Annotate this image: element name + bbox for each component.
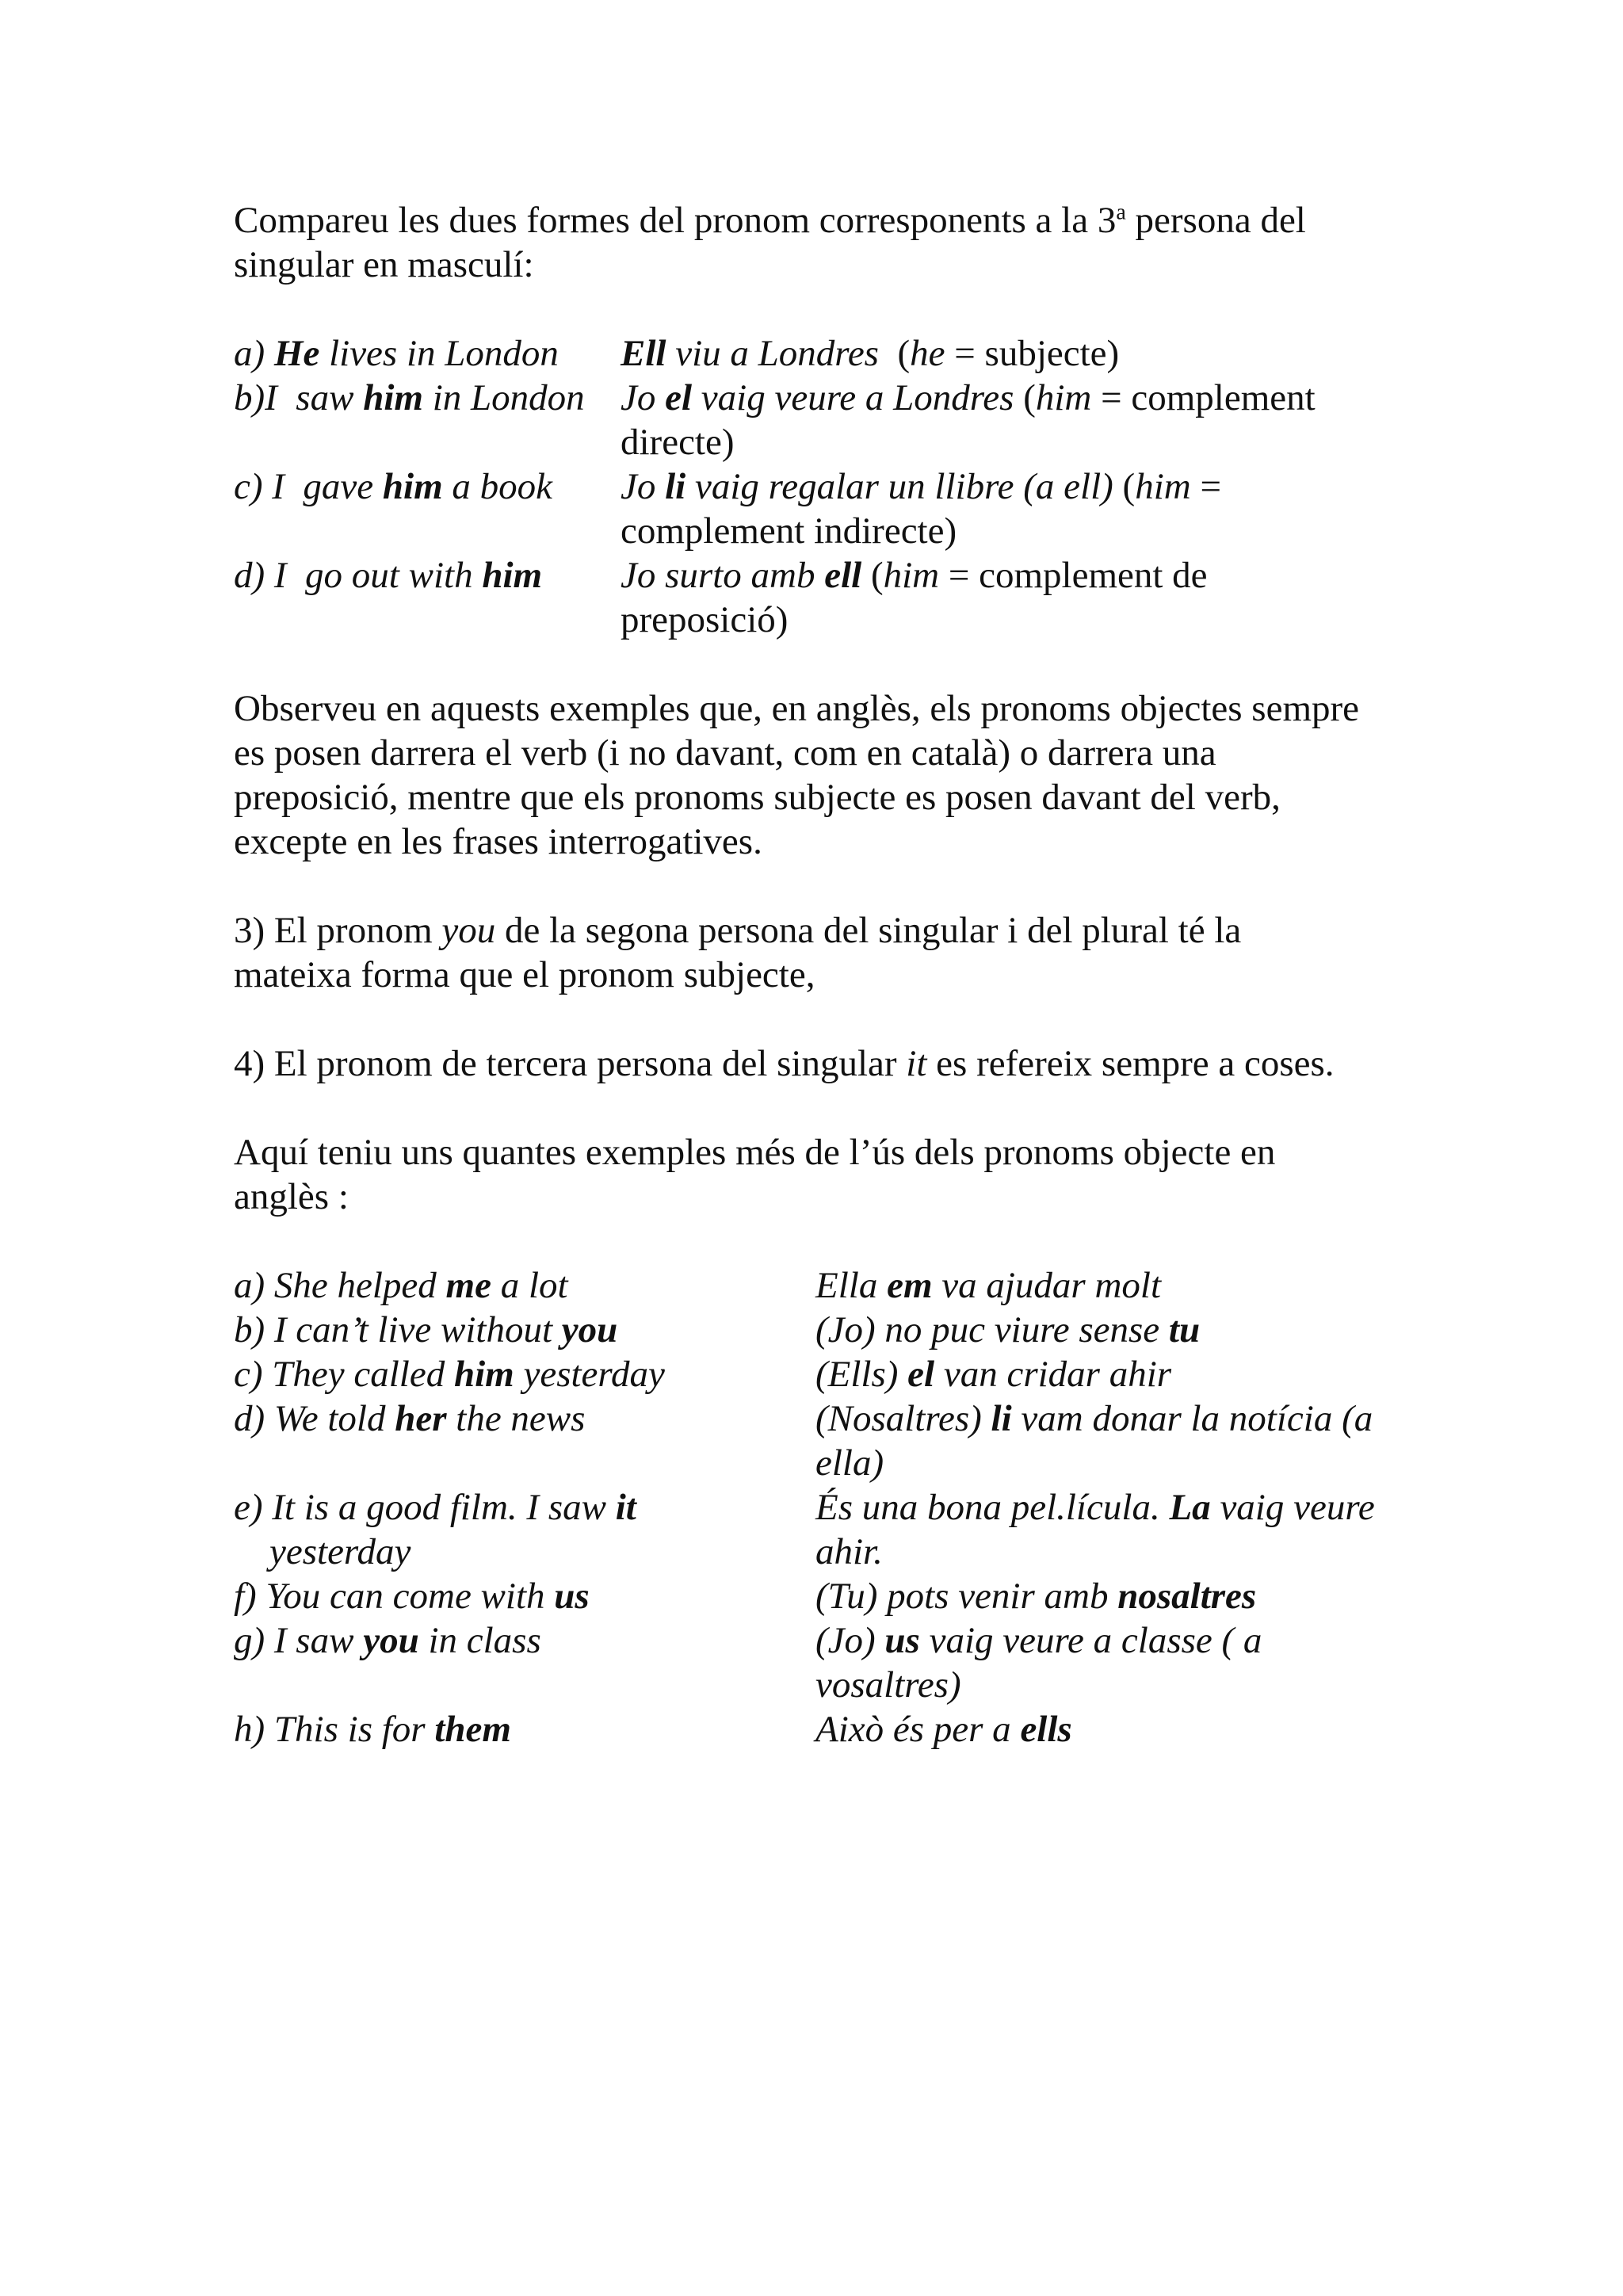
example-en-pronoun: you (363, 1620, 419, 1661)
example-ca-pronoun: li (991, 1398, 1012, 1439)
example-en-pronoun: them (434, 1709, 511, 1750)
compare-ca-pronoun: li (665, 466, 686, 507)
example-en-pronoun: you (561, 1309, 618, 1350)
compare-en-suffix: in London (422, 377, 585, 418)
example-en-pronoun: it (615, 1487, 636, 1528)
examples-intro-line-1: Aquí teniu uns quantes exemples més de l’ús dels pronoms objecte en (234, 1132, 1276, 1173)
compare-ca-pre: Jo (621, 466, 666, 507)
example-en-pre: h) This is for (234, 1709, 435, 1750)
example-ca-h (815, 1707, 1072, 1752)
compare-en-prefix: b)I saw (234, 377, 364, 418)
observe-line: Observeu en aquests exemples que, en anglès, els pronoms objectes sempre (234, 688, 1360, 729)
example-ca-pre: (Jo) no puc viure sense (815, 1309, 1169, 1350)
example-ca-g (815, 1618, 1262, 1663)
example-en-b (234, 1308, 617, 1352)
example-en-pre: d) We told (234, 1398, 395, 1439)
compare-ca-pronoun: ell (824, 555, 862, 596)
compare-en-d (234, 553, 542, 598)
example-en-pre: c) They called (234, 1354, 454, 1395)
example-en-pronoun: me (445, 1265, 491, 1306)
intro-line-2: singular en masculí: (234, 244, 534, 285)
example-ca-post: vaig veure a classe ( a (919, 1620, 1262, 1661)
example-ca-pronoun: ells (1020, 1709, 1072, 1750)
compare-ca-tail: = (1190, 466, 1221, 507)
compare-ca-term: him (1035, 377, 1092, 418)
example-ca-g-cont (815, 1663, 961, 1707)
compare-ca-pronoun: Ell (621, 333, 666, 374)
point-3-line-2: mateixa forma que el pronom subjecte, (234, 954, 815, 995)
intro-text: Compareu les dues formes del pronom corresponents a la 3 (234, 200, 1117, 241)
compare-ca-text: viu a Londres (666, 333, 879, 374)
compare-ca-tail: = complement (1091, 377, 1316, 418)
example-ca-pronoun: nosaltres (1117, 1576, 1257, 1617)
compare-en-pronoun: him (482, 555, 543, 596)
observe-line: excepte en les frases interrogatives. (234, 821, 762, 862)
example-en-e-cont (269, 1530, 411, 1574)
example-ca-pronoun: La (1169, 1487, 1211, 1528)
compare-ca-d (621, 553, 1208, 598)
compare-en-suffix: lives in London (319, 333, 559, 374)
compare-ca-term: he (910, 333, 945, 374)
compare-en-prefix: a) (234, 333, 274, 374)
examples-intro-line-2: anglès : (234, 1176, 349, 1217)
compare-en-prefix: c) I gave (234, 466, 383, 507)
example-en-cont: yesterday (269, 1531, 411, 1572)
compare-en-pronoun: him (363, 377, 423, 418)
example-en-post: in class (418, 1620, 541, 1661)
example-ca-f (815, 1574, 1256, 1618)
compare-ca-c (621, 464, 1221, 509)
example-ca-pre: (Nosaltres) (815, 1398, 991, 1439)
compare-ca-b-cont: directe) (621, 422, 735, 463)
example-en-post: a lot (491, 1265, 568, 1306)
example-en-pronoun: him (453, 1354, 514, 1395)
example-ca-pre: (Jo) (815, 1620, 885, 1661)
example-ca-c (815, 1352, 1171, 1396)
point-3-line-1 (234, 908, 1241, 953)
compare-en-prefix: d) I go out with (234, 555, 483, 596)
compare-ca-text: vaig regalar un llibre (a ell) (685, 466, 1113, 507)
example-ca-a (815, 1263, 1161, 1308)
point-3-pre: 3) El pronom (234, 910, 442, 951)
compare-en-pronoun: him (382, 466, 443, 507)
compare-en-c (234, 464, 552, 509)
example-ca-pronoun: us (884, 1620, 920, 1661)
compare-ca-pre: Jo surto amb (621, 555, 825, 596)
compare-ca-tail: = subjecte) (945, 333, 1120, 374)
example-ca-pre: És una bona pel.lícula. (815, 1487, 1170, 1528)
point-3-term: you (441, 910, 496, 951)
example-ca-d-cont (815, 1441, 884, 1485)
compare-en-suffix: a book (442, 466, 553, 507)
example-ca-pre: Ella (815, 1265, 888, 1306)
compare-ca-paren: ( (1113, 466, 1136, 507)
example-en-g (234, 1618, 541, 1663)
example-en-e (234, 1485, 636, 1530)
example-en-pronoun: her (395, 1398, 447, 1439)
example-en-c (234, 1352, 665, 1396)
example-en-pronoun: us (554, 1576, 590, 1617)
compare-ca-paren: ( (1014, 377, 1036, 418)
example-en-pre: g) I saw (234, 1620, 364, 1661)
example-en-pre: b) I can’t live without (234, 1309, 562, 1350)
point-3-post: de la segona persona del singular i del plural té la (495, 910, 1242, 951)
example-en-post: the news (446, 1398, 586, 1439)
example-ca-pronoun: tu (1168, 1309, 1201, 1350)
example-ca-e-cont (815, 1530, 883, 1574)
example-en-f (234, 1574, 590, 1618)
example-en-d (234, 1396, 585, 1441)
example-en-post: yesterday (514, 1354, 665, 1395)
example-en-pre: e) It is a good film. I saw (234, 1487, 616, 1528)
example-ca-e (815, 1485, 1375, 1530)
example-ca-pre: Això és per a (815, 1709, 1021, 1750)
compare-ca-paren: ( (861, 555, 884, 596)
example-ca-pre: (Ells) (815, 1354, 908, 1395)
example-ca-post: vaig veure (1210, 1487, 1375, 1528)
observe-line: preposició, mentre que els pronoms subjecte es posen davant del verb, (234, 777, 1281, 818)
compare-ca-a (621, 331, 1119, 376)
example-ca-pre: (Tu) pots venir amb (815, 1576, 1118, 1617)
compare-ca-text: vaig veure a Londres (692, 377, 1014, 418)
compare-ca-pronoun: el (665, 377, 693, 418)
compare-ca-paren: ( (878, 333, 911, 374)
example-ca-b (815, 1308, 1200, 1352)
compare-ca-tail: = complement de (939, 555, 1208, 596)
compare-en-pronoun: He (273, 333, 320, 374)
observe-line: es posen darrera el verb (i no davant, com en català) o darrera una (234, 732, 1216, 774)
example-ca-d (815, 1396, 1373, 1441)
example-ca-cont: vosaltres) (815, 1664, 961, 1706)
example-en-pre: a) She helped (234, 1265, 446, 1306)
superscript-a: a (1116, 200, 1126, 225)
point-4-paragraph (234, 1041, 1335, 1086)
example-en-h (234, 1707, 511, 1752)
example-ca-cont: ella) (815, 1442, 884, 1484)
compare-ca-b (621, 376, 1316, 420)
compare-en-b (234, 376, 585, 420)
example-ca-cont: ahir. (815, 1531, 883, 1572)
point-4-post: es refereix sempre a coses. (926, 1043, 1335, 1084)
example-ca-pronoun: el (907, 1354, 935, 1395)
compare-ca-term: him (1135, 466, 1191, 507)
example-en-a (234, 1263, 568, 1308)
intro-text-tail: persona del (1125, 200, 1306, 241)
example-ca-post: va ajudar molt (932, 1265, 1162, 1306)
point-4-pre: 4) El pronom de tercera persona del singular (234, 1043, 907, 1084)
compare-ca-d-cont: preposició) (621, 599, 789, 640)
intro-line-1 (234, 198, 1306, 243)
example-ca-post: van cridar ahir (934, 1354, 1172, 1395)
compare-ca-term: him (883, 555, 940, 596)
point-4-term: it (906, 1043, 927, 1084)
compare-en-a (234, 331, 559, 376)
example-en-pre: f) You can come with (234, 1576, 555, 1617)
example-ca-pronoun: em (887, 1265, 933, 1306)
compare-ca-pre: Jo (621, 377, 666, 418)
example-ca-post: vam donar la notícia (a (1011, 1398, 1373, 1439)
compare-ca-c-cont: complement indirecte) (621, 510, 957, 552)
